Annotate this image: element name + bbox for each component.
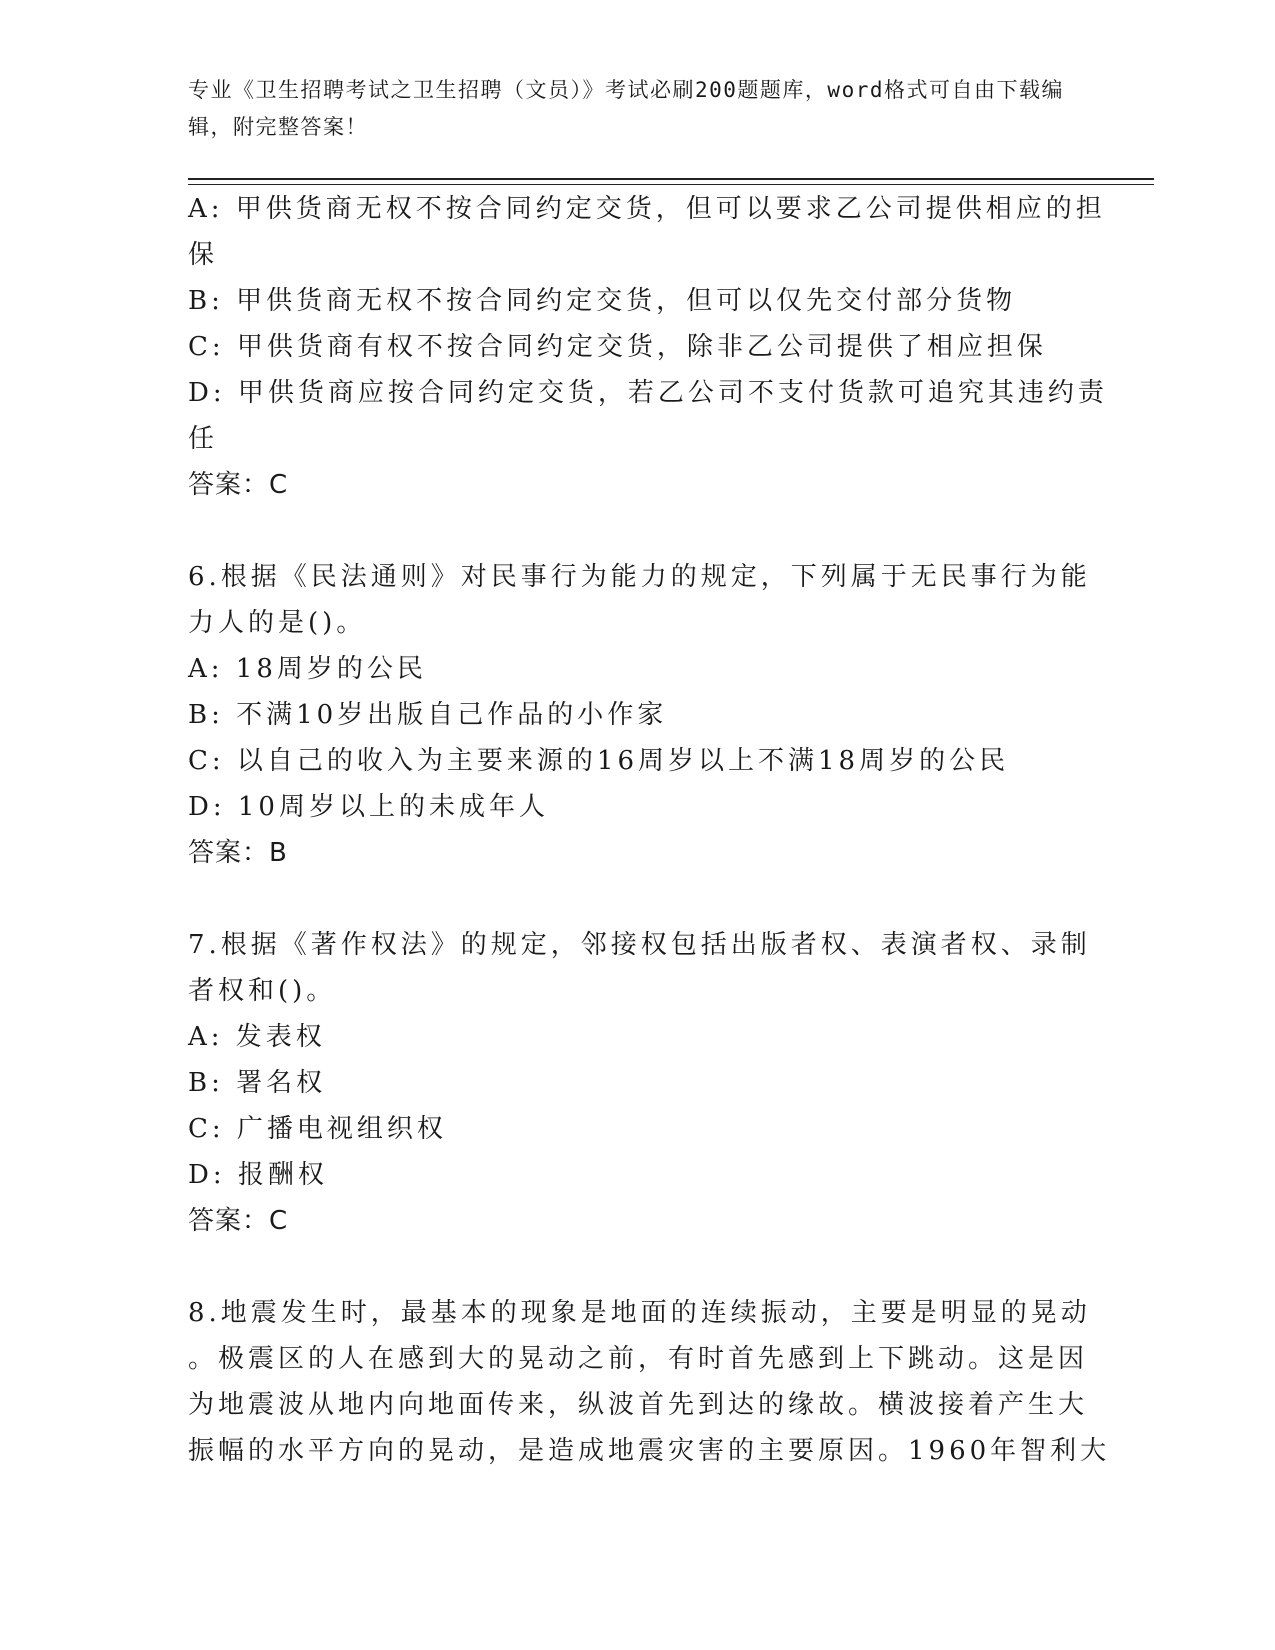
option-b: B: 不满10岁出版自己作品的小作家 xyxy=(188,700,668,730)
option-a-line-1: A: 甲供货商无权不按合同约定交货，但可以要求乙公司提供相应的担 xyxy=(188,194,1106,224)
option-a: A: 18周岁的公民 xyxy=(188,654,427,684)
question-stem-line-1: 6.根据《民法通则》对民事行为能力的规定，下列属于无民事行为能 xyxy=(188,562,1091,592)
document-header: 专业《卫生招聘考试之卫生招聘（文员）》考试必刷200题题库，word格式可自由下载编辑，附完整答案！ xyxy=(188,78,1064,139)
question-stem-line-3: 为地震波从地内向地面传来，纵波首先到达的缘故。横波接着产生大 xyxy=(188,1390,1089,1420)
question-8 xyxy=(188,1290,1111,1474)
question-stem-line-2: 。极震区的人在感到大的晃动之前，有时首先感到上下跳动。这是因 xyxy=(188,1344,1089,1374)
option-a: A: 发表权 xyxy=(188,1022,326,1052)
option-b: B: 甲供货商无权不按合同约定交货，但可以仅先交付部分货物 xyxy=(188,286,1017,316)
question-stem-line-1: 7.根据《著作权法》的规定，邻接权包括出版者权、表演者权、录制 xyxy=(188,930,1091,960)
option-d-line-2: 任 xyxy=(188,424,219,454)
option-d: D: 10周岁以上的未成年人 xyxy=(188,792,549,822)
answer: 答案：B xyxy=(188,838,288,868)
spacer xyxy=(188,1244,1088,1290)
option-c: C: 甲供货商有权不按合同约定交货，除非乙公司提供了相应担保 xyxy=(188,332,1047,362)
option-d: D: 报酬权 xyxy=(188,1160,328,1190)
question-6 xyxy=(188,554,1091,876)
spacer xyxy=(188,508,1088,554)
answer: 答案：C xyxy=(188,1206,289,1236)
question-5 xyxy=(188,186,1108,508)
option-c: C: 广播电视组织权 xyxy=(188,1114,447,1144)
question-stem-line-2: 力人的是()。 xyxy=(188,608,367,638)
option-b: B: 署名权 xyxy=(188,1068,327,1098)
question-stem-line-1: 8.地震发生时，最基本的现象是地面的连续振动，主要是明显的晃动 xyxy=(188,1298,1091,1328)
option-d-line-1: D: 甲供货商应按合同约定交货，若乙公司不支付货款可追究其违约责 xyxy=(188,378,1108,408)
option-a-line-2: 保 xyxy=(188,240,219,270)
question-stem-line-4: 振幅的水平方向的晃动，是造成地震灾害的主要原因。1960年智利大 xyxy=(188,1436,1111,1466)
header-rule-thin xyxy=(188,184,1154,185)
question-stem-line-2: 者权和()。 xyxy=(188,976,337,1006)
answer: 答案：C xyxy=(188,470,289,500)
option-c: C: 以自己的收入为主要来源的16周岁以上不满18周岁的公民 xyxy=(188,746,1010,776)
spacer xyxy=(188,876,1088,922)
question-7 xyxy=(188,922,1091,1244)
header-rule-thick xyxy=(188,178,1154,180)
question-content xyxy=(188,186,1111,1474)
